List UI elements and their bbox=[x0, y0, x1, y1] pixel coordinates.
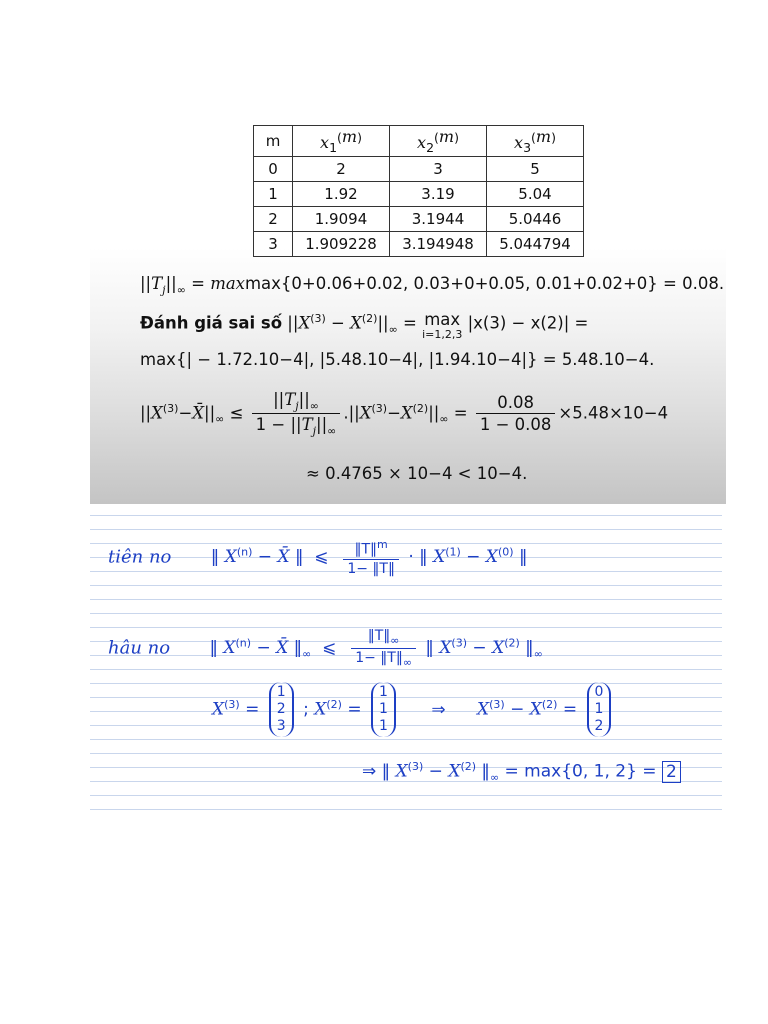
error-estimate-heading: Đánh giá sai số bbox=[140, 313, 283, 333]
vector-x3: 1 2 3 bbox=[269, 682, 294, 737]
error-estimate-line: Đánh giá sai số $||X^{(3)} - X^{(2)}||_\infty = \max$ i=1,2,3 |x(3) − x(2)| = bbox=[140, 310, 589, 341]
vector-x2: 1 1 1 bbox=[371, 682, 396, 737]
table-row bbox=[254, 182, 584, 207]
table-cell: 5 bbox=[487, 157, 584, 182]
table-cell: 1.909228 bbox=[293, 232, 390, 257]
norm-ratio-fraction: $\frac{||T_j||_\infty}{1 - ||T_j||_\infty}$ bbox=[252, 390, 341, 438]
multiplier: ×5.48×10−4 bbox=[558, 403, 669, 423]
table-cell: 3 bbox=[390, 157, 487, 182]
prior-estimate-label: tiên no bbox=[108, 546, 172, 568]
table-cell: 3.1944 bbox=[390, 207, 487, 232]
numeric-fraction bbox=[476, 393, 556, 434]
max-values-text: max{| − 1.72.10−4|, |5.48.10−4|, |1.94.10−4|} = 5.48.10−4. bbox=[140, 350, 655, 369]
table-cell: 1 bbox=[254, 182, 293, 207]
final-norm-row: ⇒ ‖ $X^{(3)} - X^{(2)}$ $‖_\infty = \max\{0$, 1, 2} = 2 bbox=[362, 760, 681, 784]
table-cell: 5.04 bbox=[487, 182, 584, 207]
table-cell: 2 bbox=[254, 207, 293, 232]
final-norm-result: 2 bbox=[662, 761, 681, 783]
table-header-row bbox=[254, 126, 584, 157]
table-cell: 5.044794 bbox=[487, 232, 584, 257]
handwritten-notes bbox=[90, 515, 722, 816]
component-diff: |x(3) − x(2)| = bbox=[467, 313, 589, 333]
header-x2: $x_2^{(m)}$ bbox=[390, 126, 487, 157]
final-approx-text: ≈ 0.4765 × 10−4 < 10−4. bbox=[306, 464, 528, 483]
fraction-denominator: 1 − 0.08 bbox=[479, 415, 552, 435]
prior-estimate-row: tiên no ‖ $X^{(n)}$ − X̄ ‖ ⩽ $\frac{‖T‖^m}{1- ‖T‖}$ · ‖ $X^{(1)} - X^{(0)}$ ‖ bbox=[108, 538, 528, 577]
max-index-range: i=1,2,3 bbox=[422, 327, 463, 341]
table-row bbox=[254, 157, 584, 182]
table-row bbox=[254, 232, 584, 257]
table-cell: 3 bbox=[254, 232, 293, 257]
posterior-estimate-label: hâu no bbox=[108, 637, 171, 659]
posterior-estimate-row: hâu no ‖ $X^{(n)}$ − X̄ $‖_\infty$ ⩽ $\frac{‖T‖_\infty}{1- ‖T‖_\infty}$ ‖ $X^{(3)} - X^{(2)}$ $‖_\infty$ bbox=[108, 628, 543, 669]
table-cell: 5.0446 bbox=[487, 207, 584, 232]
vector-row: $X^{(3)}$ = 1 2 3 ; $X^{(2)}$ = 1 1 1 ⇒ $X^{(3)} - X^{(2)}$ = 0 1 2 bbox=[212, 682, 615, 737]
vector-difference: 0 1 2 bbox=[587, 682, 612, 737]
fraction-numerator: 0.08 bbox=[476, 393, 556, 414]
norm-t-line: $||T_j||_\infty = maxmax\{0+0.06+0.02$, 0.03+0+0.05, 0.01+0.02+0} = 0.08. bbox=[140, 274, 725, 297]
header-x1: $x_1^{(m)}$ bbox=[293, 126, 390, 157]
max-values-line bbox=[140, 350, 654, 369]
header-x3: $x_3^{(m)}$ bbox=[487, 126, 584, 157]
header-m: m bbox=[254, 126, 293, 157]
final-approx-line bbox=[306, 464, 527, 483]
table-cell: 2 bbox=[293, 157, 390, 182]
prior-fraction: $\frac{‖T‖^m}{1- ‖T‖}$ bbox=[343, 538, 399, 577]
lecture-slide bbox=[90, 98, 726, 504]
table-row bbox=[254, 207, 584, 232]
iteration-table bbox=[253, 125, 584, 257]
norm-t-values: max{0+0.06+0.02, 0.03+0+0.05, 0.01+0.02+0} = 0.08. bbox=[244, 274, 725, 293]
table-cell: 1.92 bbox=[293, 182, 390, 207]
max-operator: max i=1,2,3 bbox=[422, 310, 463, 341]
posterior-bound-line: $||X^{(3)}-X̄||_\infty$ ≤ $\frac{||T_j||_\infty}{1 - ||T_j||_\infty}$ $.||X^{(3)}-X^{(2)}||_\infty$ = $\frac{0.08}{1 - 0.08}$ ×5.48×10−4 bbox=[140, 390, 669, 438]
table-cell: 3.19 bbox=[390, 182, 487, 207]
final-norm-expression: max{0, 1, 2} = bbox=[524, 761, 657, 782]
posterior-fraction: $\frac{‖T‖_\infty}{1- ‖T‖_\infty}$ bbox=[351, 628, 416, 669]
table-cell: 1.9094 bbox=[293, 207, 390, 232]
table-body bbox=[254, 157, 584, 257]
table-cell: 0 bbox=[254, 157, 293, 182]
table-cell: 3.194948 bbox=[390, 232, 487, 257]
